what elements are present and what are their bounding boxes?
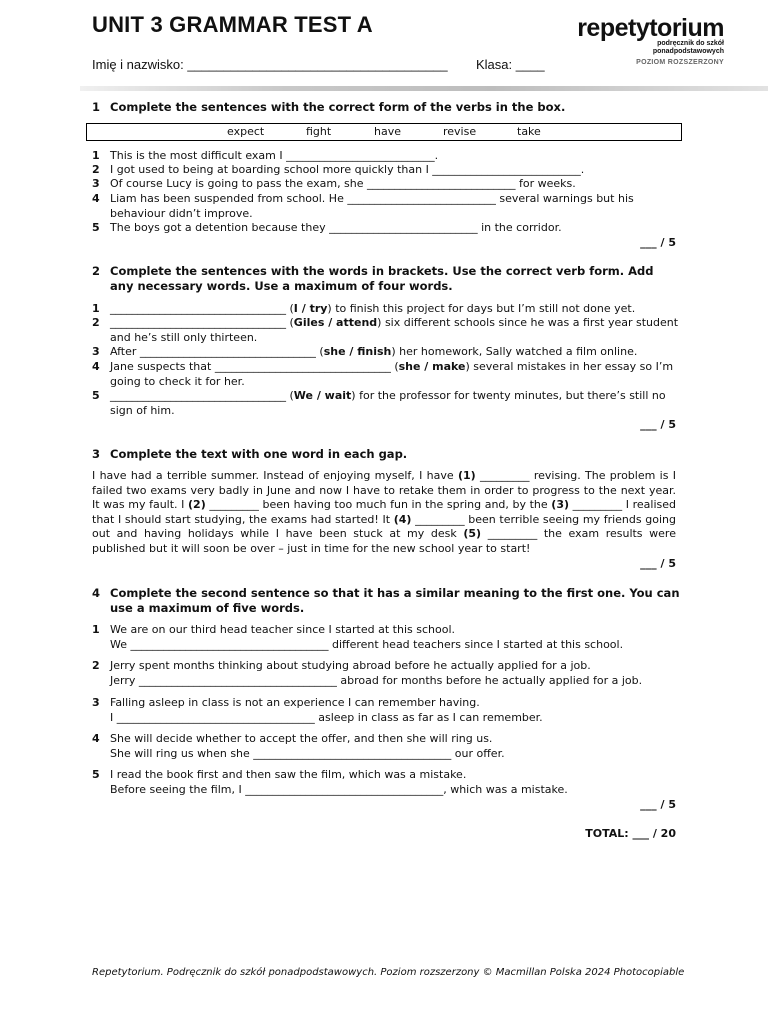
brand-logo: [577, 16, 724, 66]
s2-score: ___ / 5: [640, 418, 676, 431]
s1-item-2: 2 I got used to being at boarding school more quickly than I ___________________________.: [92, 163, 585, 176]
section-3-heading: [92, 447, 682, 462]
section-4-instruction: Complete the second sentence so that it has a similar meaning to the first one. You can use a maximum of five words.: [110, 586, 680, 615]
section-2-number: 2: [92, 264, 101, 278]
s2-item-2: 2 ________________________________ (Giles / attend) six different schools since he was a first year student and he’s still only thirteen.: [92, 316, 679, 344]
word-box-item: revise: [443, 125, 477, 138]
s2-item-4: 4 Jane suspects that ________________________________ (she / make) several mistakes in her essay so I’m going to check it for her.: [92, 360, 674, 388]
s2-item-3: 3 After ________________________________ (she / finish) her homework, Sally watched a film online.: [92, 345, 638, 358]
brand-sub-1: podręcznik do szkół: [657, 40, 724, 47]
s3-score: ___ / 5: [640, 557, 676, 570]
brand-level: POZIOM ROZSZERZONY: [636, 59, 724, 66]
s1-score: ___ / 5: [640, 236, 676, 249]
word-box-item: have: [374, 125, 401, 138]
word-box: [86, 123, 682, 141]
section-4-number: 4: [92, 586, 101, 600]
total-score: TOTAL: ___ / 20: [585, 827, 676, 840]
word-box-item: expect: [227, 125, 265, 138]
class-field[interactable]: Klasa: ____: [476, 57, 545, 72]
brand-name: repetytorium: [577, 14, 724, 42]
s1-item-4: 4 Liam has been suspended from school. He ___________________________ several warnings but his behaviour didn’t improve.: [92, 192, 634, 220]
s1-item-3: 3 Of course Lucy is going to pass the exam, she ___________________________ for weeks.: [92, 177, 576, 190]
s1-item-5: 5 The boys got a detention because they ___________________________ in the corridor.: [92, 221, 562, 234]
gap-text: I have had a terrible summer. Instead of enjoying myself, I have (1) _________ revising. The problem is I failed two exams very badly in June and now I have to retake them in order to progress to the next year. It was my fault. I (2) _________ been having too much fun in the spring and, by the (3) _________ I realised that I should start studying, the exams had started! It (4) _________ been terrible seeing my friends going out and having holidays while I have been stuck at my desk (5) _________ the exam results were published but it will soon be over – just in time for the new school year to start!: [92, 469, 677, 555]
section-2-instruction: Complete the sentences with the words in brackets. Use the correct verb form. Add any necessary words. Use a maximum of four words.: [110, 264, 654, 293]
section-3-instruction: Complete the text with one word in each gap.: [110, 447, 408, 461]
footer-copyright: Repetytorium. Podręcznik do szkół ponadpodstawowych. Poziom rozszerzony © Macmillan Polska 2024 Photocopiable: [92, 967, 685, 978]
s4-score: ___ / 5: [640, 798, 676, 811]
section-2-heading: [92, 264, 682, 294]
s4-item-1: 1 We are on our third head teacher since I started at this school. We ____________________________________ different head teachers since I started at this school.: [92, 623, 624, 651]
s4-item-2: 2 Jerry spent months thinking about studying abroad before he actually applied for a job. Jerry ____________________________________ abroad for months before he actually applied for a job.: [92, 659, 643, 687]
s1-item-1: 1 This is the most difficult exam I ___________________________.: [92, 149, 439, 162]
s4-item-3: 3 Falling asleep in class is not an experience I can remember having. I ____________________________________ asleep in class as far as I can remember.: [92, 696, 543, 724]
word-box-item: fight: [306, 125, 332, 138]
section-3-number: 3: [92, 447, 101, 461]
s2-item-1: 1 ________________________________ (I / try) to finish this project for days but I’m still not done yet.: [92, 302, 636, 315]
word-box-item: take: [517, 125, 541, 138]
section-1-heading: [92, 100, 682, 115]
page-title: UNIT 3 GRAMMAR TEST A: [92, 12, 373, 37]
section-1-instruction: Complete the sentences with the correct form of the verbs in the box.: [110, 100, 566, 114]
header-divider: [80, 86, 768, 91]
brand-sub-2: ponadpodstawowych: [652, 48, 724, 55]
s2-item-5: 5 ________________________________ (We / wait) for the professor for twenty minutes, but there’s still no sign of him.: [92, 389, 666, 417]
s4-item-4: 4 She will decide whether to accept the offer, and then she will ring us. She will ring us when she ____________________________________ our offer.: [92, 732, 505, 760]
section-4-heading: [92, 586, 682, 616]
s4-item-5: 5 I read the book first and then saw the film, which was a mistake. Before seeing the film, I ____________________________________, which was a mistake.: [92, 768, 568, 796]
name-field[interactable]: Imię i nazwisko: ____________________________________: [92, 57, 448, 72]
section-1-number: 1: [92, 100, 101, 114]
